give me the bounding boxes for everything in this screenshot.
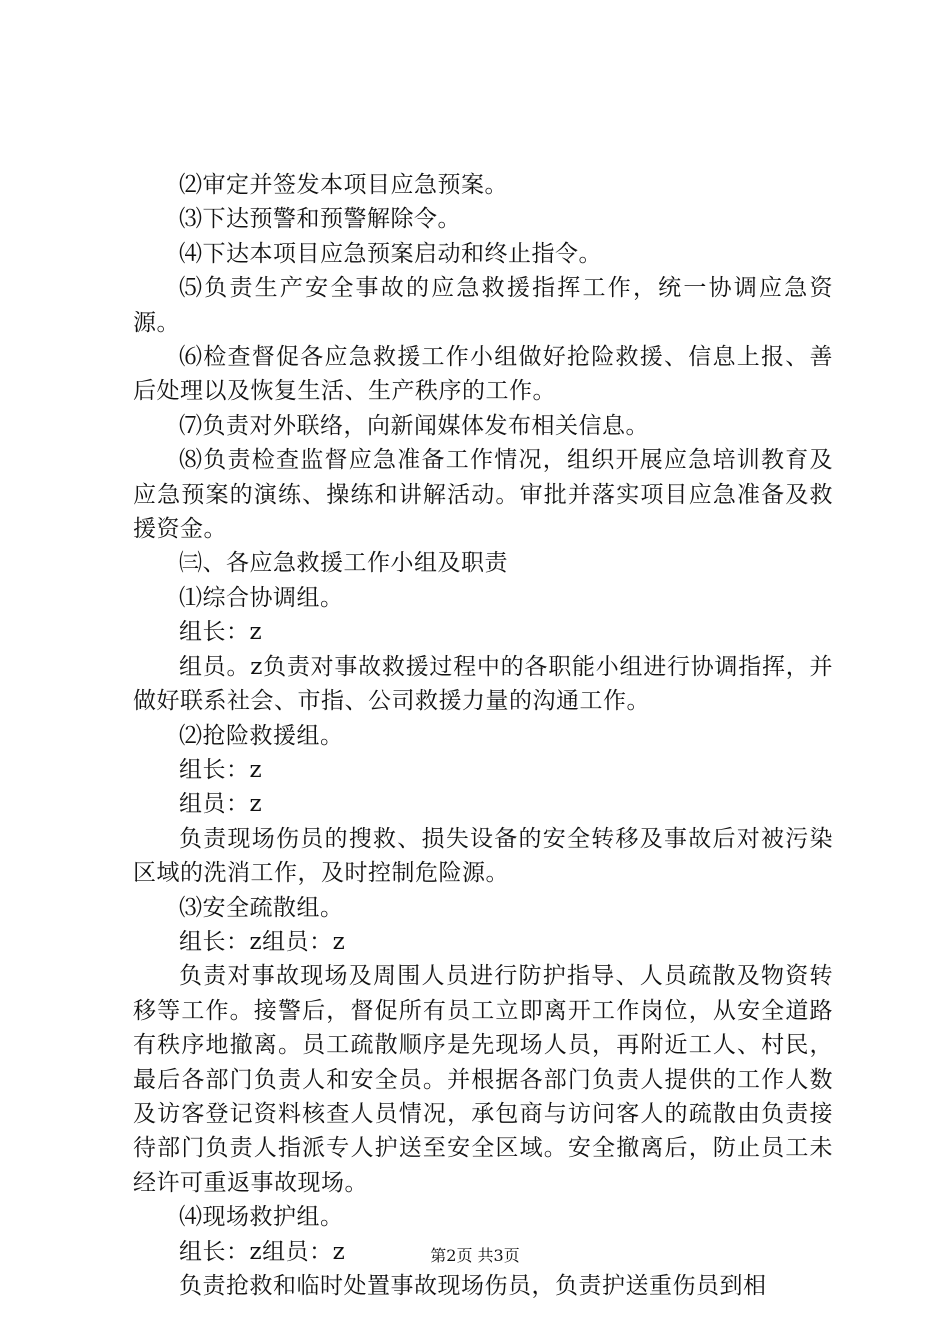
paragraph: 负责现场伤员的搜救、损失设备的安全转移及事故后对被污染区域的洗消工作，及时控制危险源。 xyxy=(133,825,833,887)
document-body xyxy=(133,168,833,1303)
paragraph: ⑷现场救护组。 xyxy=(179,1204,344,1231)
paragraph: 组长：z组员：z xyxy=(179,1238,346,1265)
page-number: 第2页 共3页 xyxy=(430,1246,520,1265)
paragraph: ⑹检查督促各应急救援工作小组做好抢险救援、信息上报、善后处理以及恢复生活、生产秩序的工作。 xyxy=(133,344,833,405)
section-heading: ㈢、各应急救援工作小组及职责 xyxy=(179,550,508,577)
paragraph: 组长：z xyxy=(179,756,263,783)
paragraph: 组员：z xyxy=(179,791,263,818)
paragraph: ⑻负责检查监督应急准备工作情况，组织开展应急培训教育及应急预案的演练、操练和讲解活动。审批并落实项目应急准备及救援资金。 xyxy=(133,447,833,543)
paragraph: 组长：z组员：z xyxy=(179,928,346,955)
paragraph: 负责对事故现场及周围人员进行防护指导、人员疏散及物资转移等工作。接警后，督促所有员工立即离开工作岗位，从安全道路有秩序地撤离。员工疏散顺序是先现场人员，再附近工人、村民，最后各部门负责人和安全员。并根据各部门负责人提供的工作人数及访客登记资料核查人员情况，承包商与访问客人的疏散由负责接待部门负责人指派专人护送至安全区域。安全撤离后，防止员工未经许可重返事故现场。 xyxy=(133,963,833,1196)
paragraph: ⑶安全疏散组。 xyxy=(179,894,344,921)
paragraph: ⑵抢险救援组。 xyxy=(179,722,344,749)
paragraph: ⑵审定并签发本项目应急预案。 xyxy=(179,172,508,198)
paragraph: 负责抢救和临时处置事故现场伤员，负责护送重伤员到相 xyxy=(179,1273,767,1299)
paragraph: ⑺负责对外联络，向新闻媒体发布相关信息。 xyxy=(179,412,649,439)
paragraph: 组员。z负责对事故救援过程中的各职能小组进行协调指挥，并做好联系社会、市指、公司救援力量的沟通工作。 xyxy=(133,653,833,715)
paragraph: ⑸负责生产安全事故的应急救援指挥工作，统一协调应急资源。 xyxy=(133,275,833,336)
paragraph: ⑶下达预警和预警解除令。 xyxy=(179,206,461,233)
paragraph: ⑴综合协调组。 xyxy=(179,584,344,611)
paragraph: 组长：z xyxy=(179,619,263,646)
paragraph: ⑷下达本项目应急预案启动和终止指令。 xyxy=(179,240,602,267)
